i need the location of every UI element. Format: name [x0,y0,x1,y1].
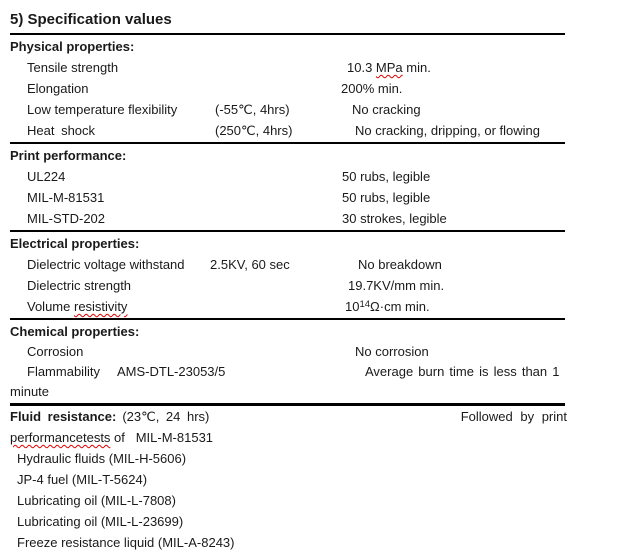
property-condition: (-55℃, 4hrs) [215,102,290,117]
section-chemical [0,322,621,402]
wrapped-text: minute [10,384,50,399]
misspelled-word: performancetests [10,430,111,445]
spec-row [0,254,621,275]
property-name: MIL-STD-202 [27,211,106,226]
property-condition: (23℃, 24 hrs) [122,409,210,424]
property-condition: (250℃, 4hrs) [215,123,293,138]
followed-by-note: Followed by print [460,409,567,424]
fluid-subheader-row [0,427,621,448]
fluid-list-item: JP-4 fuel (MIL-T-5624) [17,472,148,487]
divider [10,230,565,232]
fluid-list-item: Freeze resistance liquid (MIL-A-8243) [17,535,235,550]
property-value: 30 strokes, legible [342,211,447,226]
spec-row [0,57,621,78]
value-text: min. [402,60,431,75]
spec-row [0,78,621,99]
spec-row [0,187,621,208]
misspelled-word: MPa [375,60,403,75]
fluid-header-row [0,406,621,427]
property-name: Heat shock [27,123,96,138]
property-value: No corrosion [355,344,429,359]
value-text: Ω·cm min. [370,299,430,314]
fluid-list-item: Lubricating oil (MIL-L-23699) [17,514,184,529]
property-value: Average burn time is less than 1 [365,364,560,379]
property-value [345,296,430,319]
property-name: Corrosion [27,344,84,359]
spec-row [0,120,621,141]
name-text: Volume [27,299,74,314]
fluid-list-item: Hydraulic fluids (MIL-H-5606) [17,451,187,466]
section-heading: Print performance: [10,148,127,163]
spec-row [0,208,621,229]
property-name: Low temperature flexibility [27,102,178,117]
property-value: No cracking, dripping, or flowing [355,123,540,138]
misspelled-word: resistivity [73,299,128,314]
divider [10,318,565,320]
property-value: 200% min. [341,81,403,96]
property-name: UL224 [27,169,66,184]
fluid-subheader-rest: of MIL-M-81531 [110,430,214,445]
property-name [27,296,127,317]
section-heading: Fluid resistance: [10,409,117,424]
spec-row [0,296,621,317]
section-heading: Physical properties: [10,39,135,54]
spec-row [0,275,621,296]
property-value [347,57,431,78]
divider [10,142,565,144]
section-electrical [0,234,621,317]
spec-row [0,362,621,382]
property-condition: AMS-DTL-23053/5 [117,364,226,379]
property-value: No cracking [352,102,421,117]
section-print-performance [0,146,621,229]
property-value: 19.7KV/mm min. [348,278,445,293]
property-name: Elongation [27,81,89,96]
property-value: 50 rubs, legible [342,190,431,205]
divider-title [10,33,565,35]
property-name: Dielectric strength [27,278,132,293]
property-name: MIL-M-81531 [27,190,105,205]
property-value: 50 rubs, legible [342,169,431,184]
property-value: No breakdown [358,257,442,272]
section-physical [0,37,621,141]
property-name: Tensile strength [27,60,119,75]
value-base: 10 [345,299,360,314]
section-heading: Electrical properties: [10,236,140,251]
spec-row [0,166,621,187]
property-condition: 2.5KV, 60 sec [210,257,290,272]
page-title: 5) Specification values [10,11,172,28]
spec-row [0,99,621,120]
spec-row [0,342,621,362]
section-heading: Chemical properties: [10,324,140,339]
section-fluid [0,406,621,552]
property-name: Flammability [27,364,100,379]
value-exponent: 14 [359,298,371,310]
fluid-list-item: Lubricating oil (MIL-L-7808) [17,493,176,508]
property-name: Dielectric voltage withstand [27,257,185,272]
value-text: 10.3 [347,60,376,75]
